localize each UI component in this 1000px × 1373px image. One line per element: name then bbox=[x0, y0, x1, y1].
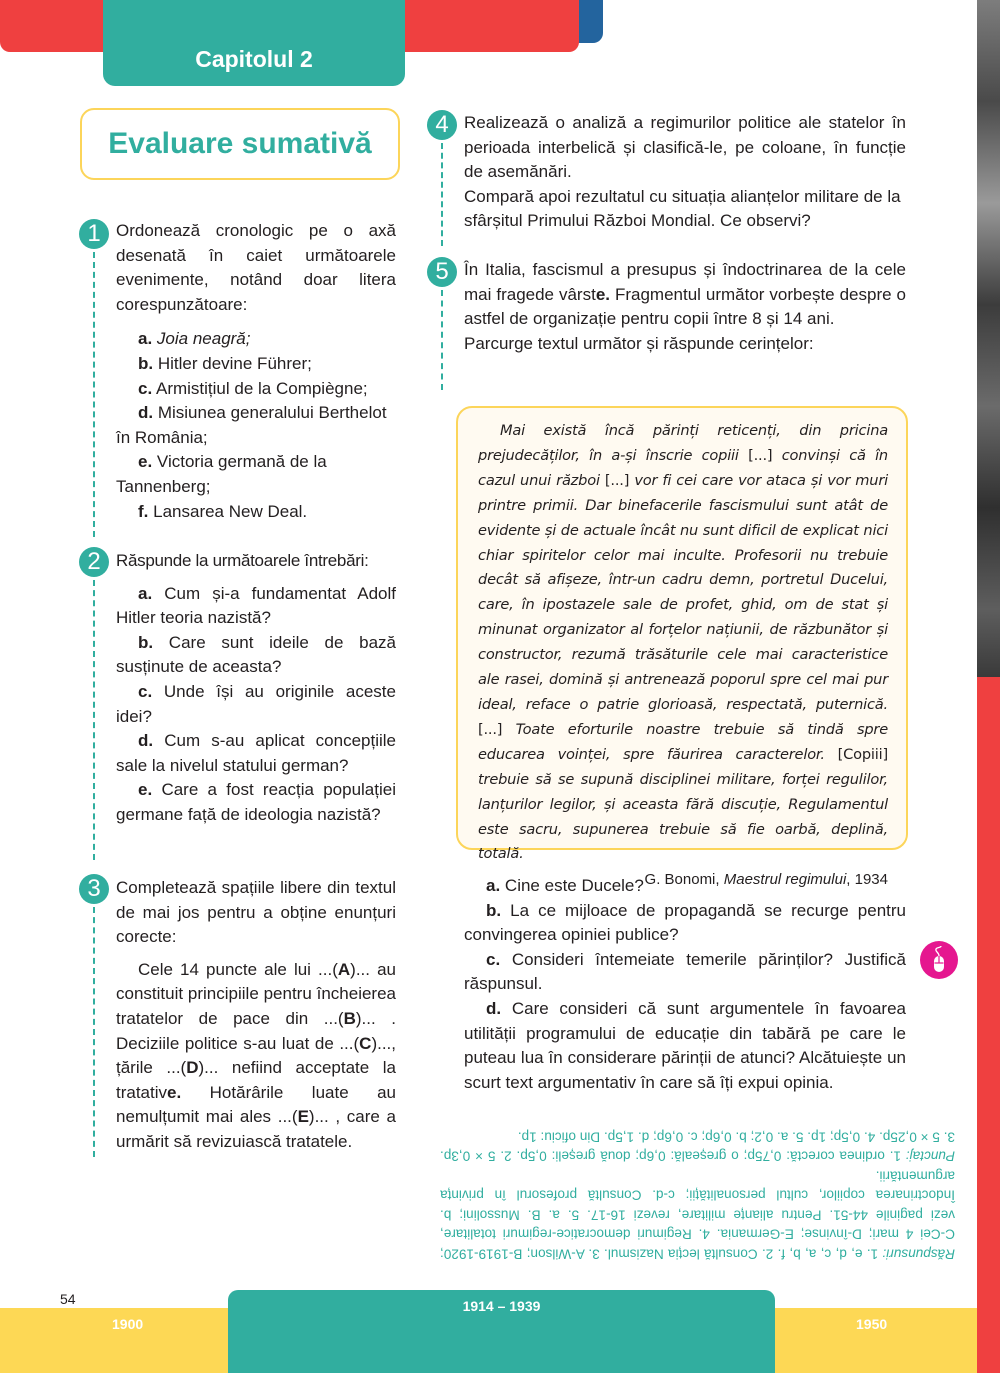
exercise-1-dashed-line bbox=[93, 252, 95, 537]
computer-mouse-icon[interactable] bbox=[920, 941, 958, 979]
source-citation: G. Bonomi, Maestrul regimului, 1934 bbox=[644, 871, 888, 889]
exercise-2-item-a: a. Cum și-a fundamentat Adolf Hitler teoria nazistă? bbox=[116, 583, 396, 628]
chapter-label: Capitolul 2 bbox=[195, 46, 313, 72]
exercise-5-intro bbox=[464, 258, 906, 356]
exercise-3-prompt: Completează spațiile libere din textul de mai jos pentru a obține enunțuri corecte: bbox=[116, 878, 396, 947]
answer-key-upside-down bbox=[440, 1127, 955, 1264]
exercise-2-dashed-line bbox=[93, 580, 95, 860]
timeline-year-end: 1950 bbox=[856, 1316, 888, 1332]
exercise-5-questions bbox=[464, 874, 906, 1095]
exercise-2-item-c: c. Unde își au originile aceste idei? bbox=[116, 681, 396, 726]
exercise-1-item-c: c. Armistițiul de la Compiègne; bbox=[138, 378, 368, 398]
exercise-4-dashed-line bbox=[441, 143, 443, 246]
exercise-1 bbox=[116, 219, 396, 524]
exercise-4 bbox=[464, 111, 906, 234]
exercise-1-item-e: e. Victoria germană de la Tannenberg; bbox=[116, 452, 327, 496]
exercise-number-5: 5 bbox=[427, 257, 457, 287]
edge-red-strip bbox=[977, 677, 1000, 1373]
exercise-2 bbox=[116, 549, 396, 828]
exercise-5-context: În Italia, fascismul a presupus și îndoctrinarea de la cele mai fragede vârste. Fragmentul următor vorbește despre o astfel de organizație pentru copii între 8 și 14 ani. bbox=[464, 260, 906, 329]
source-quote-text: Mai există încă părinți reticenți, din pricina prejudecăților, în a-și înscrie copiii [...] convinși că în cazul unui război [...] vor fi cei care vor ataca și vor muri printre primii. Dar binefacerile fascismului sunt atât de evidente și de actuale încât nu sunt dificil de explicat nici chiar spiritelor celor mai inculte. Profesorii nu trebuie decât să afișeze, într-un cadru demn, portretul Ducelui, care, în ipostazele sale de profet, ghid, om de stat și minunat organizator al forțelor națiunii, de răzbunător și constructor, rezumă trăsăturile cele mai caracteristice ale rasei, domină și antrenează poporul spre cel mai pur ideal, reface o patrie glorioasă, respectată, puternică. [...] Toate eforturile noastre trebuie să tindă spre educarea voinței, spre făurirea caracterelor. [Copiii] trebuie să se supună disciplinei militare, forței regulilor, lanțurilor legilor, și aceasta fără discuție, Regulamentul este sacru, supunerea trebuie să fie oarbă, deplină, totală. bbox=[478, 422, 889, 863]
exercise-1-item-b: b. Hitler devine Führer; bbox=[138, 353, 312, 373]
exercise-1-item-d: d. Misiunea generalului Berthelot în România; bbox=[116, 403, 387, 447]
timeline-period-label: 1914 – 1939 bbox=[462, 1298, 541, 1314]
exercise-3-dashed-line bbox=[93, 907, 95, 1157]
page-number: 54 bbox=[60, 1291, 76, 1307]
exercise-number-1: 1 bbox=[79, 219, 109, 249]
chapter-tab bbox=[103, 0, 405, 86]
exercise-5-instruction: Parcurge textul următor și răspunde cerințelor: bbox=[464, 333, 814, 353]
exercise-5-dashed-line bbox=[441, 290, 443, 390]
exercise-5-question-b: b. La ce mijloace de propagandă se recurge pentru convingerea opiniei publice? bbox=[464, 900, 906, 945]
exercise-5-question-a: a. Cine este Ducele? bbox=[486, 876, 644, 895]
edge-photo-strip bbox=[977, 0, 1000, 677]
scoring-key-text: Punctaj: 1. ordinea corectă: 0,75p; o greșeală: 0,6p; două greșeli: 0,5p. 2. 5 × 0,3p. 3. 5 × 0,25p. 4. 0,5p; 1p. 5. a. 0,2; b. 0,6p; c. 0,6p; d. 1,5p. Din oficiu: 1p. bbox=[440, 1129, 955, 1164]
mouse-glyph bbox=[927, 946, 951, 974]
answer-key-text: Răspunsuri: 1. e, d, c, a, b, f. 2. Consultă lecția Nazismul. 3. A-Wilson; B-1919-1920; C-Cei 4 mari; D-învinse; E-Germania. 4. Regimuri democratice-regimuri totalitare, vezi paginile 44-51. Pentru alianțe militare, revezi 16-17. 5. a. B. Mussolini; b. Îndoctrinarea copiilor, cultul personalității; c-d. Consultă profesorul în privința argumentării. bbox=[440, 1168, 955, 1262]
exercise-2-item-e: e. Care a fost reacția populației germane față de ideologia nazistă? bbox=[116, 780, 396, 824]
exercise-number-2: 2 bbox=[79, 547, 109, 577]
page-title: Evaluare sumativă bbox=[108, 127, 372, 160]
exercise-5-question-d: d. Care consideri că sunt argumentele în favoarea utilității programului de educație din tabără pe care le puteau lua în considerare părinții de atunci? Alcătuiește un scurt text argumentativ în care să îți expui opinia. bbox=[464, 998, 906, 1092]
timeline-year-start: 1900 bbox=[112, 1316, 144, 1332]
exercise-3-fill-text: Cele 14 puncte ale lui ...(A)... au constituit principiile pentru încheierea tratatelor de pace din ...(B)... . Deciziile politice s-au luat de ...(C)..., țările ...(D)... nefiind acceptate la tratative. Hotărârile luate au nemulțumit mai ales ...(E)... , care a urmărit să revizuiască tratatele. bbox=[116, 959, 396, 1151]
timeline-period-highlight bbox=[228, 1290, 775, 1373]
exercise-3 bbox=[116, 876, 396, 1155]
exercise-4-compare: Compară apoi rezultatul cu situația alianțelor militare de la sfârșitul Primului Război Mondial. Ce observi? bbox=[464, 186, 901, 231]
page-title-box bbox=[80, 108, 400, 180]
exercise-2-item-b: b. Care sunt ideile de bază susținute de aceasta? bbox=[116, 632, 396, 677]
exercise-number-3: 3 bbox=[79, 874, 109, 904]
exercise-1-item-f: f. Lansarea New Deal. bbox=[138, 501, 308, 521]
exercise-number-4: 4 bbox=[427, 110, 457, 140]
exercise-5-question-c: c. Consideri întemeiate temerile părinților? Justifică răspunsul. bbox=[464, 949, 906, 994]
exercise-1-item-a: a. Joia neagră; bbox=[138, 329, 251, 349]
exercise-1-prompt: Ordonează cronologic pe o axă desenată în caiet următoarele evenimente, notând doar litera corespunzătoare: bbox=[116, 221, 396, 314]
exercise-4-task: Realizează o analiză a regimurilor politice ale statelor în perioada interbelică și clasifică-le, pe coloane, în funcție de asemănări. bbox=[464, 113, 906, 182]
exercise-2-item-d: d. Cum s-au aplicat concepțiile sale la nivelul statului german? bbox=[116, 731, 396, 775]
exercise-2-prompt: Răspunde la următoarele întrebări: bbox=[116, 551, 369, 570]
